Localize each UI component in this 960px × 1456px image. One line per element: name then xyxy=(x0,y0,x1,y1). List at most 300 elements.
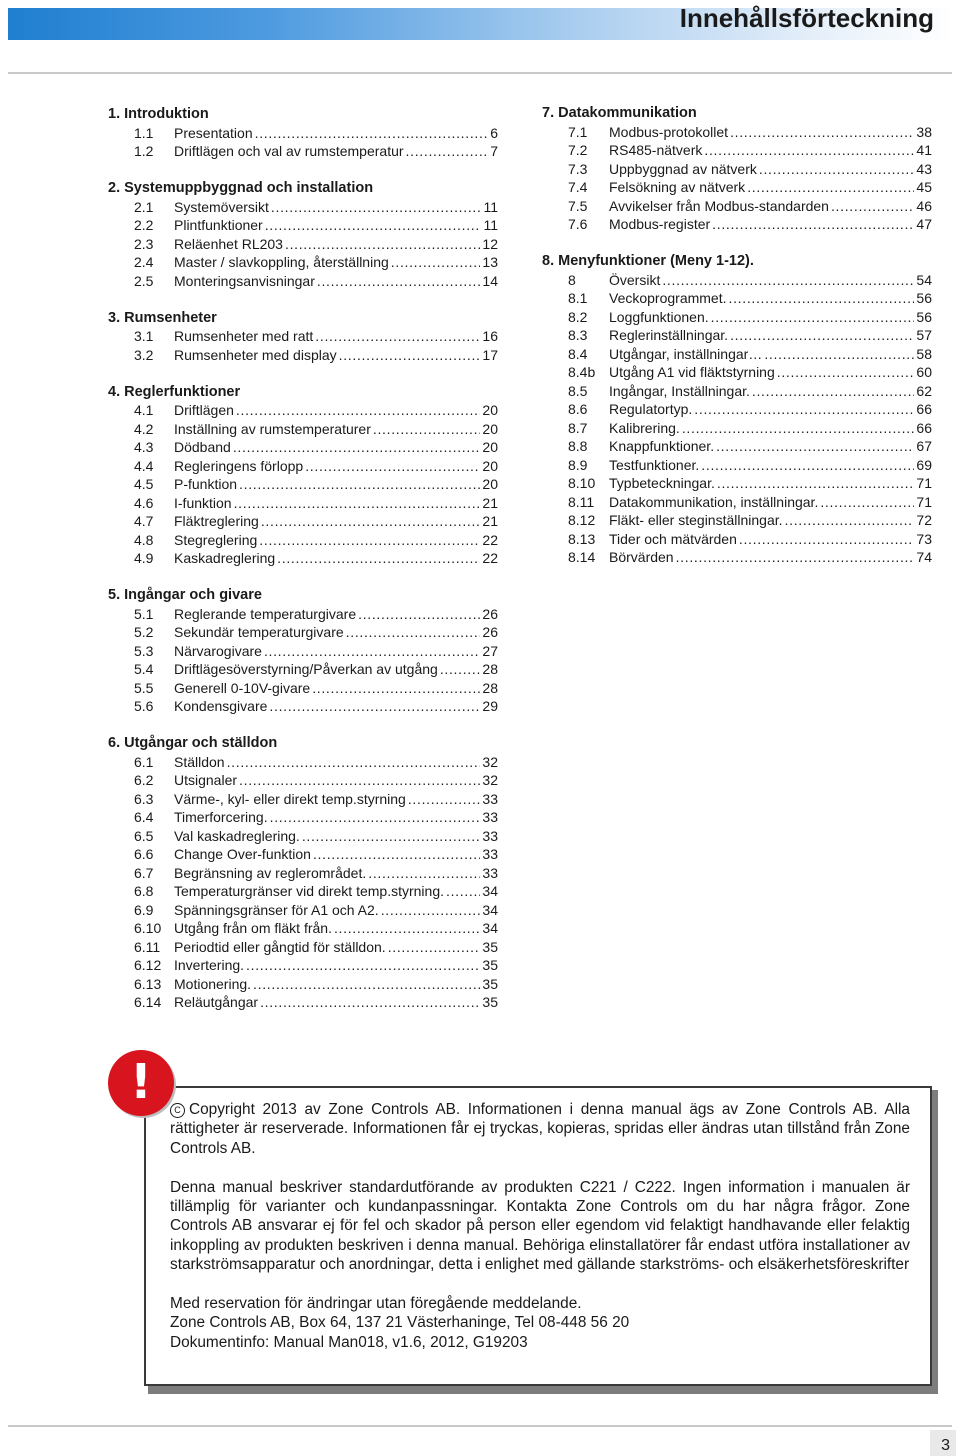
toc-entry-number: 1.2 xyxy=(134,143,154,159)
toc-dot-leader xyxy=(236,401,481,420)
toc-entry-number: 7.2 xyxy=(568,142,588,158)
toc-entry[interactable] xyxy=(108,697,498,716)
toc-entry-number: 8.4 xyxy=(568,345,588,362)
toc-entry-number: 5.5 xyxy=(134,679,154,696)
toc-section-heading xyxy=(108,734,498,753)
toc-entry-title: Reläenhet RL203 xyxy=(174,235,283,252)
toc-entry-title: Ställdon xyxy=(174,753,225,770)
toc-entry-title: Driftlägesöverstyrning/Påverkan av utgång xyxy=(174,661,438,677)
toc-dot-leader xyxy=(406,142,489,161)
toc-section-heading xyxy=(108,383,498,402)
toc-entry[interactable] xyxy=(108,771,498,790)
toc-entry[interactable] xyxy=(108,549,498,568)
toc-entry[interactable] xyxy=(108,346,498,365)
toc-dot-leader xyxy=(711,308,915,327)
toc-entry-number: 8.1 xyxy=(568,290,588,306)
toc-entry[interactable] xyxy=(542,123,932,142)
toc-section-number: 1. xyxy=(108,106,121,122)
toc-entry-number: 5.6 xyxy=(134,698,154,714)
toc-entry[interactable] xyxy=(542,548,932,567)
toc-entry[interactable] xyxy=(108,679,498,698)
toc-entry-number: 4.9 xyxy=(134,550,154,566)
toc-dot-leader xyxy=(747,178,914,197)
toc-entry[interactable] xyxy=(108,235,498,254)
toc-section-heading xyxy=(108,586,498,605)
toc-dot-leader xyxy=(820,493,914,512)
toc-entry-page: 20 xyxy=(482,457,498,474)
toc-entry-number: 6.8 xyxy=(134,883,154,899)
toc-section-number: 5. xyxy=(108,587,121,603)
toc-entry-number: 4.5 xyxy=(134,476,154,492)
toc-entry[interactable] xyxy=(542,308,932,327)
warning-icon xyxy=(108,1050,174,1116)
toc-entry[interactable] xyxy=(108,790,498,809)
toc-entry-title: Reglerande temperaturgivare xyxy=(174,605,357,622)
toc-entry-title: I-funktion xyxy=(174,494,232,511)
toc-entry[interactable] xyxy=(542,437,932,456)
toc-dot-leader xyxy=(313,845,480,864)
toc-dot-leader xyxy=(712,215,914,234)
toc-entry-page: 34 xyxy=(482,920,498,936)
toc-entry[interactable] xyxy=(108,272,498,291)
toc-entry[interactable] xyxy=(108,124,498,143)
toc-entry-page: 72 xyxy=(916,512,932,528)
toc-entry-page: 26 xyxy=(482,605,498,622)
toc-dot-leader xyxy=(373,420,481,439)
toc-dot-leader xyxy=(271,198,482,217)
toc-section-title: Systemuppbyggnad och installation xyxy=(124,180,374,196)
toc-entry-number: 7.4 xyxy=(568,179,588,195)
toc-entry[interactable] xyxy=(108,420,498,439)
toc-entry[interactable] xyxy=(108,475,498,494)
footer-divider xyxy=(8,1425,952,1427)
toc-dot-leader xyxy=(739,530,915,549)
toc-entry-page: 35 xyxy=(482,957,498,973)
address-line: Zone Controls AB, Box 64, 137 21 Västerhaninge, Tel 08-448 56 20 xyxy=(170,1314,630,1332)
toc-entry-number: 7.6 xyxy=(568,216,588,232)
toc-entry-page: 74 xyxy=(916,549,932,565)
toc-entry-title: RS485-nätverk xyxy=(609,142,703,158)
toc-entry[interactable] xyxy=(108,864,498,883)
toc-entry-number: 8.13 xyxy=(568,530,596,547)
toc-entry-title: Fläktreglering xyxy=(174,513,259,529)
toc-entry-number: 6.9 xyxy=(134,901,154,918)
toc-entry[interactable] xyxy=(108,142,498,161)
page-title: Innehållsförteckning xyxy=(679,3,934,33)
toc-entry[interactable] xyxy=(108,993,498,1012)
toc-entry-number: 6.10 xyxy=(134,920,162,936)
toc-entry-title: Systemöversikt xyxy=(174,198,269,215)
toc-entry-page: 14 xyxy=(482,272,498,289)
toc-dot-leader xyxy=(269,697,480,716)
toc-entry-number: 8.11 xyxy=(568,493,595,510)
toc-entry-title: Ingångar, Inställningar. xyxy=(609,382,750,399)
toc-entry-number: 6.1 xyxy=(134,753,154,770)
toc-section-number: 2. xyxy=(108,180,121,196)
toc-entry-number: 1.1 xyxy=(134,124,154,141)
toc-right-column xyxy=(542,104,932,585)
toc-entry-title: Uppbyggnad av nätverk xyxy=(609,160,757,177)
toc-entry-page: 66 xyxy=(916,401,932,417)
toc-entry-title: Reläutgångar xyxy=(174,994,259,1010)
toc-entry-page: 26 xyxy=(482,624,498,640)
toc-entry-number: 4.2 xyxy=(134,420,154,437)
toc-section xyxy=(108,586,498,716)
toc-dot-leader xyxy=(716,437,914,456)
toc-entry-page: 66 xyxy=(916,419,932,436)
toc-section-title: Ingångar och givare xyxy=(124,587,262,603)
toc-section xyxy=(542,104,932,234)
toc-dot-leader xyxy=(334,919,480,938)
toc-entry-number: 2.5 xyxy=(134,272,154,289)
toc-entry-title: Reglerinställningar. xyxy=(609,327,729,343)
toc-entry-page: 38 xyxy=(916,123,932,140)
toc-entry-title: Fläkt- eller steginställningar. xyxy=(609,512,783,528)
toc-entry[interactable] xyxy=(108,327,498,346)
toc-entry[interactable] xyxy=(542,530,932,549)
toc-dot-leader xyxy=(391,253,481,272)
toc-entry-title: Utsignaler xyxy=(174,772,238,788)
toc-dot-leader xyxy=(277,549,480,568)
toc-entry-page: 33 xyxy=(482,864,498,881)
toc-entry-page: 71 xyxy=(916,493,932,510)
toc-section xyxy=(108,105,498,161)
toc-dot-leader xyxy=(408,790,481,809)
toc-entry-page: 41 xyxy=(916,142,932,158)
toc-entry-title: Avvikelser från Modbus-standarden xyxy=(609,197,829,214)
toc-section-title: Menyfunktioner (Meny 1-12). xyxy=(558,253,754,269)
toc-entry-page: 33 xyxy=(482,809,498,825)
toc-entry-page: 20 xyxy=(482,439,498,455)
toc-dot-leader xyxy=(253,975,480,994)
toc-section-heading xyxy=(542,252,932,271)
toc-entry-page: 56 xyxy=(916,308,932,325)
toc-dot-leader xyxy=(764,345,914,364)
toc-dot-leader xyxy=(255,124,489,143)
toc-dot-leader xyxy=(704,141,914,160)
toc-section xyxy=(108,309,498,365)
toc-entry-title: Utgång A1 vid fläktstyrning xyxy=(609,364,775,380)
toc-entry-number: 8.4b xyxy=(568,364,596,380)
toc-entry-number: 6.13 xyxy=(134,975,162,992)
toc-entry-page: 22 xyxy=(482,531,498,548)
toc-entry-title: Change Over-funktion xyxy=(174,846,311,862)
copyright-icon: C xyxy=(170,1103,185,1118)
toc-entry-title: Begränsning av reglerområdet. xyxy=(174,864,367,881)
toc-section-heading xyxy=(108,105,498,124)
toc-entry-title: Spänningsgränser för A1 och A2. xyxy=(174,901,379,918)
toc-dot-leader xyxy=(446,882,480,901)
toc-dot-leader xyxy=(346,623,481,642)
page-number: 3 xyxy=(941,1437,950,1454)
toc-dot-leader xyxy=(315,327,480,346)
toc-entry[interactable] xyxy=(108,808,498,827)
toc-section-title: Introduktion xyxy=(124,106,209,122)
toc-entry-number: 8.5 xyxy=(568,382,588,399)
toc-dot-leader xyxy=(317,272,481,291)
toc-entry-number: 8.12 xyxy=(568,512,596,528)
toc-entry[interactable] xyxy=(108,531,498,550)
toc-dot-leader xyxy=(694,400,914,419)
toc-entry[interactable] xyxy=(542,363,932,382)
toc-entry-title: Master / slavkoppling, återställning xyxy=(174,254,389,270)
notice-text xyxy=(170,1100,910,1352)
toc-entry-page: 69 xyxy=(916,456,932,473)
toc-entry[interactable] xyxy=(108,401,498,420)
docinfo-line: Dokumentinfo: Manual Man018, v1.6, 2012, G19203 xyxy=(170,1333,528,1351)
toc-entry-title: Stegreglering xyxy=(174,531,258,548)
toc-entry-title: Värme-, kyl- eller direkt temp.styrning xyxy=(174,790,406,807)
toc-section-heading xyxy=(108,179,498,198)
toc-entry[interactable] xyxy=(108,882,498,901)
toc-entry-number: 4.6 xyxy=(134,494,154,511)
toc-entry-page: 34 xyxy=(482,883,498,899)
toc-entry-title: Motionering. xyxy=(174,975,252,992)
toc-entry-number: 4.7 xyxy=(134,513,154,529)
toc-entry[interactable] xyxy=(108,919,498,938)
toc-dot-leader xyxy=(730,123,914,142)
toc-entry[interactable] xyxy=(108,827,498,846)
toc-entry[interactable] xyxy=(542,178,932,197)
toc-entry-number: 4.4 xyxy=(134,457,154,474)
exclamation-icon: ! xyxy=(130,1054,152,1110)
toc-entry-number: 2.3 xyxy=(134,235,154,252)
toc-entry[interactable] xyxy=(542,493,932,512)
toc-entry-title: Presentation xyxy=(174,124,253,141)
toc-entry-title: Rumsenheter med display xyxy=(174,346,337,363)
toc-entry-page: 47 xyxy=(916,216,932,232)
toc-dot-leader xyxy=(305,457,480,476)
toc-entry[interactable] xyxy=(542,511,932,530)
toc-entry[interactable] xyxy=(542,289,932,308)
toc-entry-title: Börvärden xyxy=(609,549,674,565)
toc-entry-page: 56 xyxy=(916,290,932,306)
toc-entry-number: 4.1 xyxy=(134,402,154,418)
toc-entry-title: Regleringens förlopp xyxy=(174,457,304,474)
toc-entry[interactable] xyxy=(542,141,932,160)
toc-dot-leader xyxy=(261,512,481,531)
toc-section-number: 4. xyxy=(108,383,121,400)
toc-dot-leader xyxy=(682,419,915,438)
toc-entry-title: Kalibrering. xyxy=(609,419,680,436)
toc-entry-page: 33 xyxy=(482,846,498,862)
toc-entry[interactable] xyxy=(542,197,932,216)
toc-entry-number: 8.2 xyxy=(568,308,588,325)
toc-entry-number: 2.2 xyxy=(134,217,154,233)
toc-dot-leader xyxy=(259,531,480,550)
toc-entry-page: 33 xyxy=(482,790,498,807)
toc-entry-title: Temperaturgränser vid direkt temp.styrning. xyxy=(174,883,444,899)
toc-dot-leader xyxy=(759,160,915,179)
toc-entry[interactable] xyxy=(108,438,498,457)
toc-entry-title: Driftlägen xyxy=(174,402,234,418)
toc-entry-number: 6.5 xyxy=(134,827,154,844)
disclaimer-paragraph: Denna manual beskriver standardutförande av produkten C221 / C222. Ingen information i manualen är tillämplig för varianter och kundanpassningar. Kontakta Zone Controls om du har några frågor. Zone Controls AB ansvarar ej för fel och skador på person eller egendom vid felaktigt handhavande eller felaktig inkoppling av produkten beskriven i denna manual. Behöriga elinstallatörer får endast utföra installationer av starkströmsapparatur och anordningar, detta i enlighet med gällande starkströms- och elsäkerhetsföreskrifter xyxy=(170,1178,910,1274)
toc-dot-leader xyxy=(339,346,481,365)
toc-section-number: 7. xyxy=(542,105,555,121)
toc-entry-title: Knappfunktioner. xyxy=(609,438,715,454)
contact-paragraph xyxy=(170,1294,910,1352)
toc-dot-leader xyxy=(662,271,914,290)
toc-entry[interactable] xyxy=(542,419,932,438)
toc-entry-number: 8.6 xyxy=(568,401,588,417)
toc-entry[interactable] xyxy=(542,271,932,290)
toc-section-heading xyxy=(108,309,498,328)
toc-entry-title: Kaskadreglering xyxy=(174,550,276,566)
toc-entry-title: Periodtid eller gångtid för ställdon. xyxy=(174,938,386,955)
toc-entry[interactable] xyxy=(108,605,498,624)
toc-entry-title: Utgångar, inställningar… xyxy=(609,345,763,362)
toc-section-number: 6. xyxy=(108,735,121,751)
toc-entry[interactable] xyxy=(108,494,498,513)
toc-entry-number: 6.4 xyxy=(134,809,154,825)
toc-entry-title: Testfunktioner. xyxy=(609,456,700,473)
toc-entry-title: Inställning av rumstemperaturer xyxy=(174,420,371,437)
toc-section-title: Utgångar och ställdon xyxy=(124,735,278,751)
toc-dot-leader xyxy=(234,494,481,513)
toc-entry-page: 28 xyxy=(482,661,498,677)
toc-section xyxy=(108,734,498,1012)
toc-entry-title: Modbus-protokollet xyxy=(609,123,729,140)
toc-entry-number: 7.1 xyxy=(568,123,588,140)
toc-dot-leader xyxy=(388,938,481,957)
toc-dot-leader xyxy=(701,456,914,475)
toc-entry-title: Plintfunktioner xyxy=(174,217,263,233)
toc-dot-leader xyxy=(239,475,480,494)
toc-entry[interactable] xyxy=(108,956,498,975)
toc-entry-page: 12 xyxy=(482,235,498,252)
toc-entry-title: Veckoprogrammet. xyxy=(609,290,727,306)
toc-section-title: Datakommunikation xyxy=(558,105,697,121)
toc-dot-leader xyxy=(730,326,914,345)
toc-left-column xyxy=(108,105,498,1030)
toc-entry[interactable] xyxy=(108,642,498,661)
toc-entry[interactable] xyxy=(108,253,498,272)
toc-entry-number: 2.4 xyxy=(134,254,154,270)
toc-section-number: 8. xyxy=(542,253,555,269)
toc-entry-page: 7 xyxy=(490,143,498,159)
toc-entry-title: Rumsenheter med ratt xyxy=(174,328,314,344)
toc-entry-number: 4.3 xyxy=(134,439,154,455)
toc-entry-title: Typbeteckningar. xyxy=(609,475,715,491)
toc-entry-number: 5.1 xyxy=(134,605,154,622)
toc-entry-title: Närvarogivare xyxy=(174,642,262,659)
toc-entry[interactable] xyxy=(542,160,932,179)
toc-section xyxy=(108,383,498,568)
toc-entry-page: 13 xyxy=(482,254,498,270)
toc-dot-leader xyxy=(260,993,480,1012)
toc-dot-leader xyxy=(239,771,480,790)
toc-entry[interactable] xyxy=(108,512,498,531)
toc-entry-number: 3.1 xyxy=(134,328,154,344)
copyright-text: Copyright 2013 av Zone Controls AB. Informationen i denna manual ägs av Zone Controls AB. Alla rättigheter är reserverade. Informationen får ej tryckas, kopieras, spridas eller ändras utan tillstånd från Zone Controls AB. xyxy=(170,1101,910,1157)
toc-entry-title: Monteringsanvisningar xyxy=(174,272,315,289)
toc-entry-number: 5.4 xyxy=(134,661,154,677)
toc-entry-page: 11 xyxy=(483,198,498,215)
toc-entry-page: 16 xyxy=(482,328,498,344)
toc-entry[interactable] xyxy=(108,216,498,235)
toc-entry[interactable] xyxy=(108,975,498,994)
toc-entry[interactable] xyxy=(108,938,498,957)
toc-dot-leader xyxy=(777,363,915,382)
toc-entry-number: 8.9 xyxy=(568,456,588,473)
toc-entry[interactable] xyxy=(542,474,932,493)
toc-entry-number: 5.2 xyxy=(134,624,154,640)
toc-entry-page: 28 xyxy=(482,679,498,696)
toc-entry-page: 20 xyxy=(482,420,498,437)
toc-entry-page: 17 xyxy=(482,346,498,363)
toc-entry-page: 35 xyxy=(482,975,498,992)
toc-entry[interactable] xyxy=(108,845,498,864)
toc-entry-page: 46 xyxy=(916,197,932,214)
toc-dot-leader xyxy=(831,197,914,216)
toc-entry-page: 35 xyxy=(482,994,498,1010)
toc-entry-page: 71 xyxy=(916,475,932,491)
toc-entry[interactable] xyxy=(108,623,498,642)
toc-entry[interactable] xyxy=(542,400,932,419)
toc-entry-number: 6.6 xyxy=(134,846,154,862)
toc-entry-title: Val kaskadreglering. xyxy=(174,827,300,844)
toc-entry-title: Översikt xyxy=(609,271,661,288)
toc-entry[interactable] xyxy=(542,345,932,364)
toc-section-heading xyxy=(542,104,932,123)
toc-entry-number: 8.8 xyxy=(568,438,588,454)
toc-entry[interactable] xyxy=(542,215,932,234)
toc-entry[interactable] xyxy=(108,198,498,217)
toc-entry-number: 6.14 xyxy=(134,994,162,1010)
toc-dot-leader xyxy=(264,642,480,661)
toc-entry-page: 21 xyxy=(482,494,498,511)
toc-entry-title: Tider och mätvärden xyxy=(609,530,737,547)
toc-entry-page: 33 xyxy=(482,827,498,844)
toc-entry-page: 57 xyxy=(916,327,932,343)
toc-dot-leader xyxy=(233,438,481,457)
toc-entry-page: 58 xyxy=(916,345,932,362)
toc-entry[interactable] xyxy=(108,660,498,679)
toc-dot-leader xyxy=(368,864,480,883)
toc-entry[interactable] xyxy=(108,901,498,920)
toc-entry[interactable] xyxy=(542,456,932,475)
toc-entry-page: 32 xyxy=(482,753,498,770)
toc-entry-page: 29 xyxy=(482,698,498,714)
toc-section xyxy=(542,252,932,567)
toc-entry-number: 4.8 xyxy=(134,531,154,548)
toc-entry-number: 7.5 xyxy=(568,197,588,214)
toc-entry-number: 8.3 xyxy=(568,327,588,343)
toc-entry-title: Dödband xyxy=(174,439,231,455)
toc-entry-number: 8.14 xyxy=(568,549,596,565)
toc-dot-leader xyxy=(270,808,481,827)
toc-entry[interactable] xyxy=(108,457,498,476)
toc-entry[interactable] xyxy=(108,753,498,772)
toc-section-number: 3. xyxy=(108,309,121,326)
toc-entry-number: 6.12 xyxy=(134,957,162,973)
toc-entry-number: 2.1 xyxy=(134,198,154,215)
toc-entry[interactable] xyxy=(542,326,932,345)
toc-dot-leader xyxy=(227,753,481,772)
toc-entry-page: 43 xyxy=(916,160,932,177)
toc-entry-page: 22 xyxy=(482,550,498,566)
toc-entry[interactable] xyxy=(542,382,932,401)
toc-entry-page: 27 xyxy=(482,642,498,659)
toc-dot-leader xyxy=(312,679,480,698)
toc-entry-page: 60 xyxy=(916,364,932,380)
toc-dot-leader xyxy=(302,827,481,846)
copyright-paragraph xyxy=(170,1100,910,1158)
toc-entry-number: 8 xyxy=(568,271,576,288)
toc-entry-title: P-funktion xyxy=(174,476,238,492)
toc-entry-page: 34 xyxy=(482,901,498,918)
